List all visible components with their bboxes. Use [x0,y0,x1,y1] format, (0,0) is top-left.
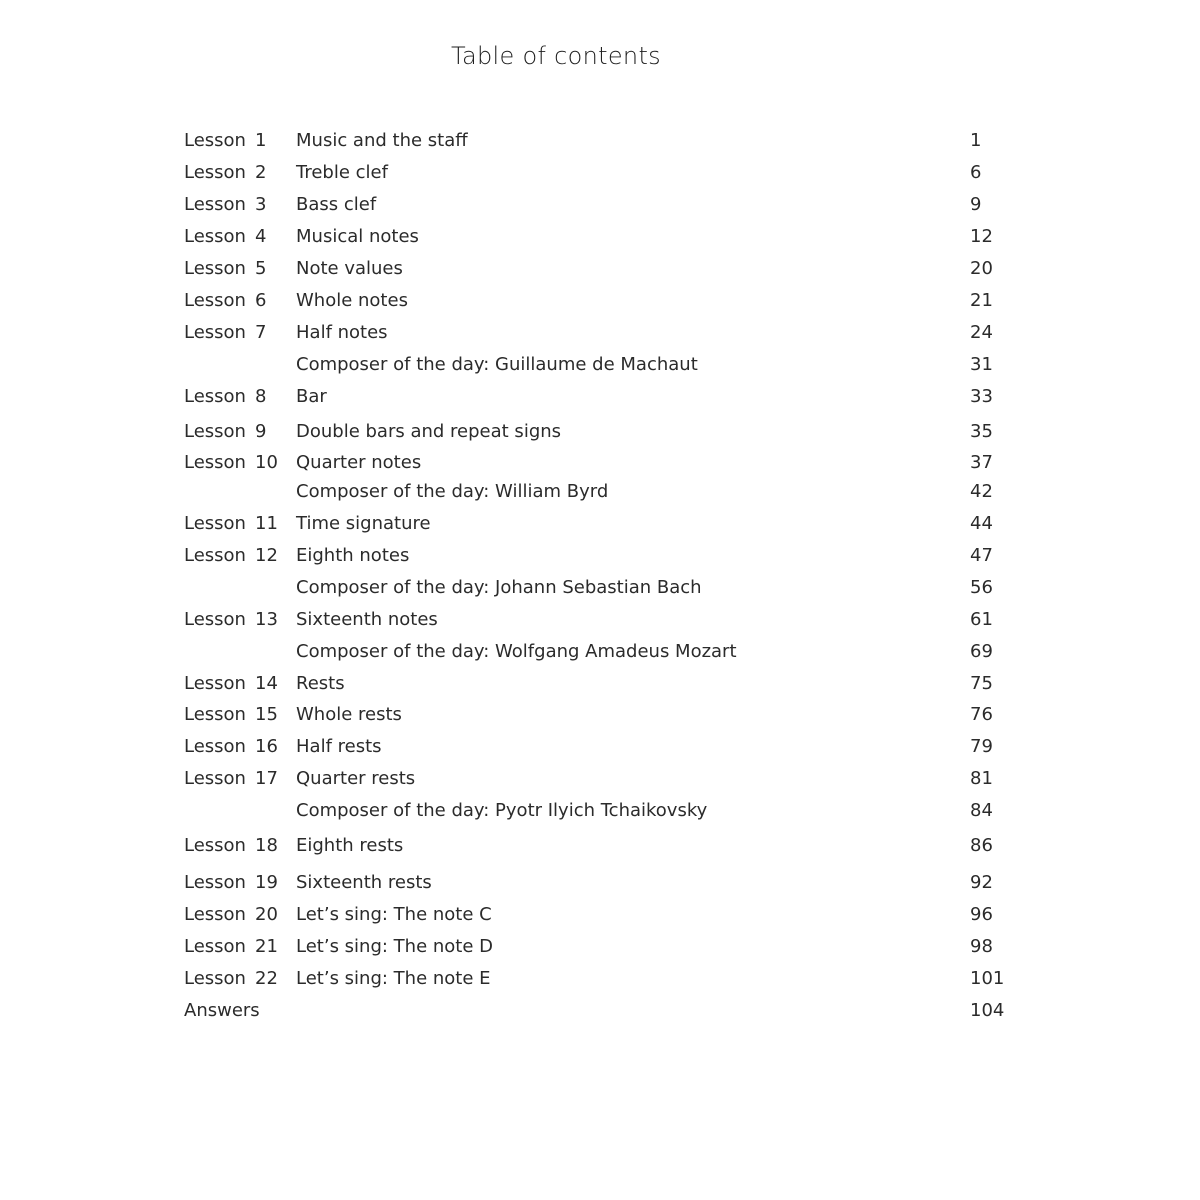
page-number: 44 [970,513,993,534]
entry-title: Sixteenth notes [296,609,438,630]
toc-entry-answers [184,998,1004,1024]
lesson-label [184,224,266,250]
entry-title: Let’s sing: The note C [296,904,492,925]
lesson-label [184,352,255,378]
lesson-word: Lesson [184,130,246,151]
entry-title: Eighth rests [296,835,404,856]
entry-title: Composer of the day: Wolfgang Amadeus Mozart [296,641,737,662]
toc-entry-composer [184,639,1004,665]
toc-entry-lesson-14 [184,671,1004,697]
lesson-number: 2 [255,162,267,183]
lesson-label [184,419,266,445]
lesson-number: 19 [255,872,278,893]
toc-entry-lesson-1 [184,128,1004,154]
lesson-word: Lesson [184,226,246,247]
lesson-label [184,128,266,154]
page-number: 1 [970,130,982,151]
toc-entry-lesson-16 [184,734,1004,760]
page-number: 75 [970,673,993,694]
toc-entry-lesson-19 [184,870,1004,896]
entry-title: Sixteenth rests [296,872,432,893]
lesson-number: 5 [255,258,267,279]
page-number: 47 [970,545,993,566]
lesson-word: Lesson [184,835,246,856]
page-number: 69 [970,641,993,662]
page-number: 9 [970,194,982,215]
lesson-number: 18 [255,835,278,856]
lesson-word: Lesson [184,736,246,757]
page-number: 86 [970,835,993,856]
page-number: 24 [970,322,993,343]
lesson-word: Answers [184,1000,260,1021]
page-number: 101 [970,968,1005,989]
lesson-label [184,833,278,859]
lesson-number: 16 [255,736,278,757]
lesson-word: Lesson [184,258,246,279]
lesson-label [184,575,255,601]
toc-entry-lesson-15 [184,702,1004,728]
page-number: 21 [970,290,993,311]
lesson-label [184,671,278,697]
lesson-word: Lesson [184,545,246,566]
lesson-number: 14 [255,673,278,694]
toc-entry-lesson-18 [184,833,1004,859]
lesson-word: Lesson [184,421,246,442]
toc-entry-lesson-6 [184,288,1004,314]
entry-title: Treble clef [296,162,388,183]
entry-title: Composer of the day: William Byrd [296,481,609,502]
toc-entry-composer [184,352,1004,378]
lesson-label [184,702,278,728]
toc-entry-lesson-8 [184,384,1004,410]
lesson-word: Lesson [184,673,246,694]
toc-entry-lesson-17 [184,766,1004,792]
page-title: Table of contents [451,42,661,71]
toc-entry-lesson-9 [184,419,1004,445]
page-number: 33 [970,386,993,407]
lesson-word: Lesson [184,452,246,473]
page-number: 37 [970,452,993,473]
lesson-label [184,639,255,665]
lesson-label [184,870,278,896]
page-number: 61 [970,609,993,630]
page-number: 12 [970,226,993,247]
entry-title: Musical notes [296,226,419,247]
lesson-number: 6 [255,290,267,311]
toc-entry-lesson-13 [184,607,1004,633]
toc-entry-lesson-10 [184,450,1004,476]
lesson-label [184,384,266,410]
entry-title: Composer of the day: Johann Sebastian Bach [296,577,702,598]
lesson-word: Lesson [184,872,246,893]
lesson-number: 12 [255,545,278,566]
page-number: 42 [970,481,993,502]
lesson-number: 15 [255,704,278,725]
lesson-label [184,607,278,633]
lesson-word: Lesson [184,290,246,311]
lesson-label [184,902,278,928]
lesson-number: 8 [255,386,267,407]
lesson-number: 1 [255,130,267,151]
entry-title: Bar [296,386,327,407]
toc-entry-lesson-20 [184,902,1004,928]
lesson-number: 13 [255,609,278,630]
toc-entry-composer [184,479,1004,505]
entry-title: Quarter rests [296,768,416,789]
entry-title: Whole notes [296,290,408,311]
entry-title: Time signature [296,513,431,534]
entry-title: Half rests [296,736,382,757]
entry-title: Eighth notes [296,545,410,566]
page-number: 92 [970,872,993,893]
page-number: 56 [970,577,993,598]
lesson-number: 20 [255,904,278,925]
toc-entry-lesson-3 [184,192,1004,218]
entry-title: Note values [296,258,403,279]
lesson-number: 4 [255,226,267,247]
lesson-word: Lesson [184,194,246,215]
toc-entry-lesson-2 [184,160,1004,186]
lesson-number: 22 [255,968,278,989]
lesson-number: 7 [255,322,267,343]
page-number: 35 [970,421,993,442]
toc-entry-composer [184,575,1004,601]
lesson-word: Lesson [184,162,246,183]
entry-title: Let’s sing: The note D [296,936,493,957]
entry-title: Quarter notes [296,452,422,473]
lesson-label [184,734,278,760]
lesson-label [184,288,266,314]
toc-entry-lesson-5 [184,256,1004,282]
lesson-label [184,543,278,569]
lesson-word: Lesson [184,968,246,989]
lesson-word: Lesson [184,768,246,789]
lesson-number: 3 [255,194,267,215]
lesson-word: Lesson [184,704,246,725]
entry-title: Double bars and repeat signs [296,421,562,442]
lesson-word: Lesson [184,904,246,925]
lesson-label [184,798,255,824]
lesson-label [184,766,278,792]
toc-entry-composer [184,798,1004,824]
lesson-word: Lesson [184,386,246,407]
lesson-word: Lesson [184,609,246,630]
lesson-label [184,450,278,476]
entry-title: Let’s sing: The note E [296,968,491,989]
entry-title: Bass clef [296,194,377,215]
lesson-word: Lesson [184,322,246,343]
toc-entry-lesson-22 [184,966,1004,992]
lesson-label [184,934,278,960]
lesson-number: 9 [255,421,267,442]
lesson-number: 21 [255,936,278,957]
lesson-number: 17 [255,768,278,789]
lesson-label [184,192,266,218]
toc-entry-lesson-12 [184,543,1004,569]
toc-entry-lesson-21 [184,934,1004,960]
toc-entry-lesson-7 [184,320,1004,346]
lesson-label [184,479,255,505]
entry-title: Half notes [296,322,388,343]
lesson-number: 10 [255,452,278,473]
page-number: 96 [970,904,993,925]
entry-title: Composer of the day: Pyotr Ilyich Tchaikovsky [296,800,708,821]
entry-title: Whole rests [296,704,402,725]
page-number: 6 [970,162,982,183]
page-number: 84 [970,800,993,821]
page-number: 31 [970,354,993,375]
page-number: 104 [970,1000,1005,1021]
page-number: 98 [970,936,993,957]
lesson-number: 11 [255,513,278,534]
lesson-label [184,998,260,1024]
lesson-label [184,320,266,346]
entry-title: Composer of the day: Guillaume de Machaut [296,354,698,375]
lesson-word: Lesson [184,513,246,534]
page-number: 20 [970,258,993,279]
toc-entry-lesson-4 [184,224,1004,250]
lesson-label [184,511,278,537]
lesson-label [184,966,278,992]
entry-title: Music and the staff [296,130,468,151]
lesson-word: Lesson [184,936,246,957]
toc-entry-lesson-11 [184,511,1004,537]
page-number: 81 [970,768,993,789]
page-number: 79 [970,736,993,757]
lesson-label [184,256,266,282]
page-number: 76 [970,704,993,725]
lesson-label [184,160,266,186]
entry-title: Rests [296,673,345,694]
